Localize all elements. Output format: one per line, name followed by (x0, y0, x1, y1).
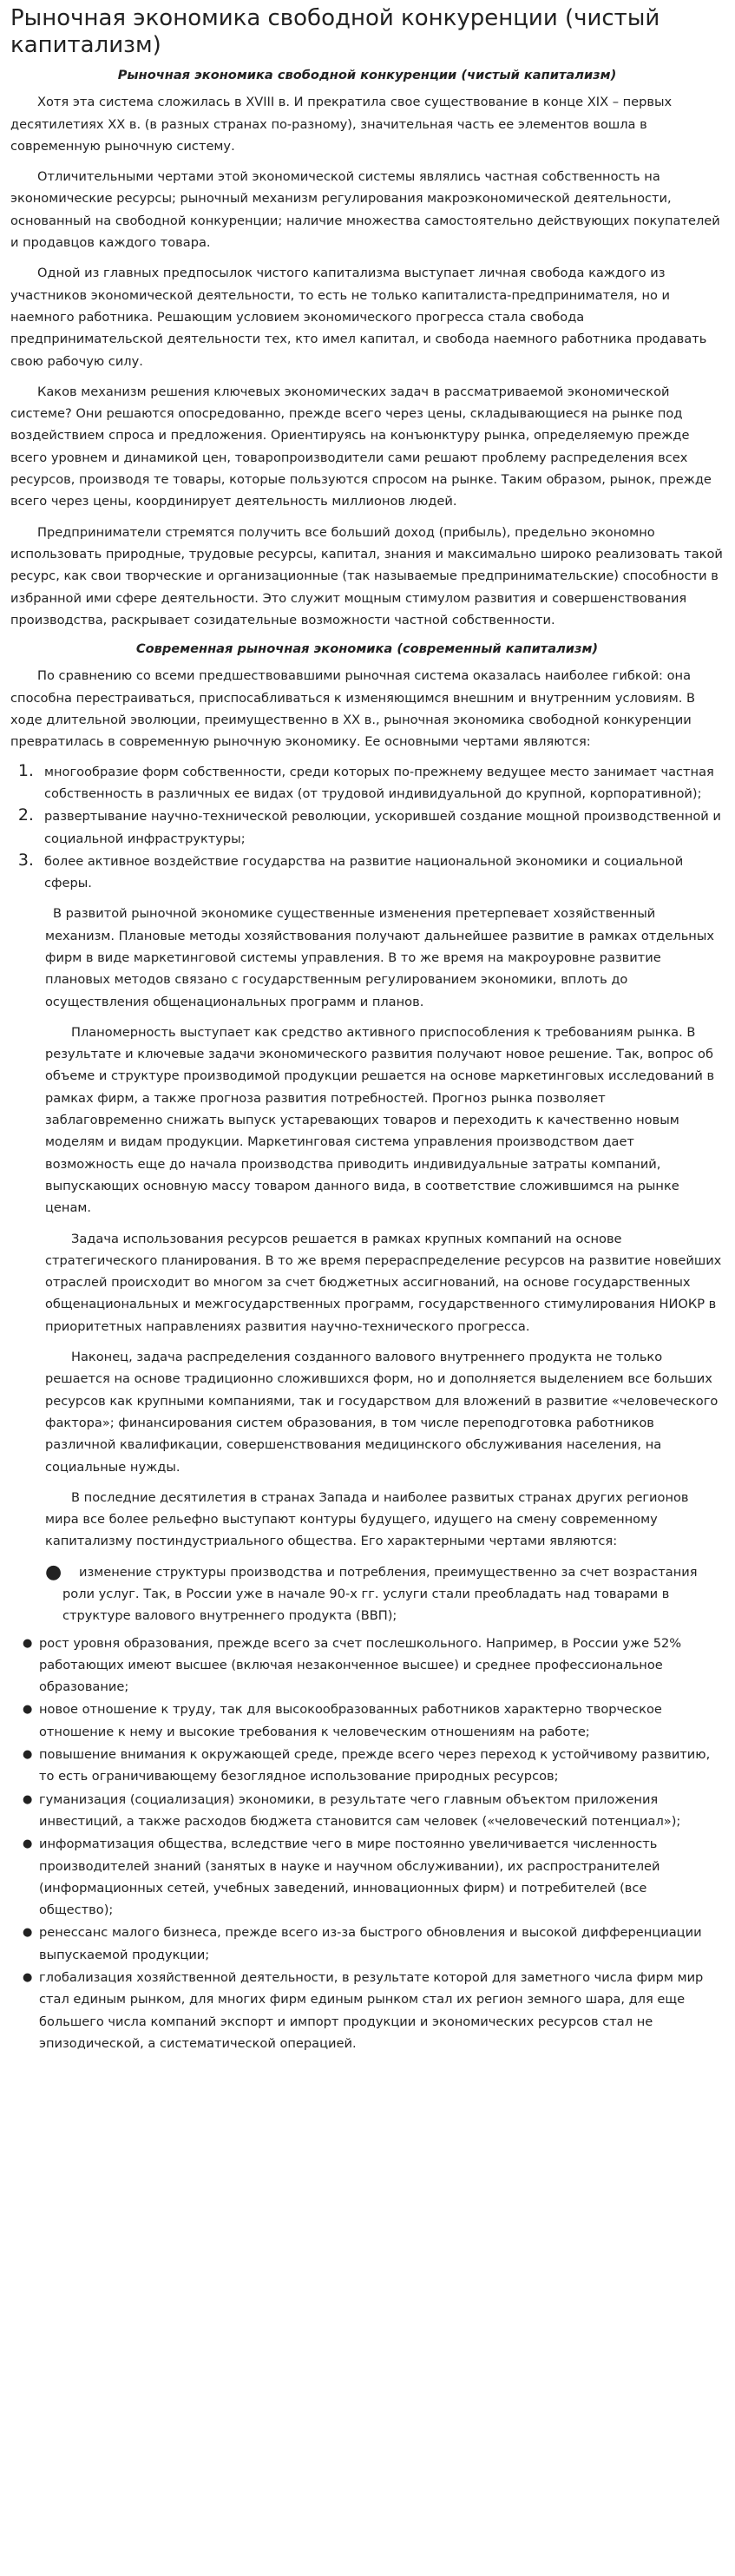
list-item-text: гуманизация (социализация) экономики, в результате чего главным объектом приложения инвестиций, а также расходов бюджета становится сам человек («человеческий потенциал»); (39, 1791, 681, 1829)
paragraph: Наконец, задача распределения созданного валового внутреннего продукта не только решается на основе традиционно сложившихся форм, но и дополняется выделением все больших ресурсов как крупными компаниями, так и государством для вложений в развитие «человеческого фактора»; финансирования систем образования, в том числе переподготовка работников различной квалификации, совершенствования медицинского обслуживания населения, на социальные нужды. (45, 1350, 719, 1475)
list-item (45, 1561, 724, 1627)
bullet-list (10, 1633, 724, 2055)
paragraph: Предприниматели стремятся получить все больший доход (прибыль), предельно экономно использовать природные, трудовые ресурсы, капитал, знания и максимально широко реализовать такой ресурс, как свои творческие и организационные (так называемые предпринимательские) способности в избранной ими сфере деятельности. Это служит мощным стимулом развития и совершенствования производства, раскрывает созидательные возможности частной собственности. (10, 524, 723, 628)
numbered-list (10, 760, 724, 895)
bullet-icon: ● (45, 1561, 62, 1583)
paragraph: Каков механизм решения ключевых экономических задач в рассматриваемой экономической системе? Они решаются опосредованно, прежде всего через цены, складывающиеся на рынке под воздействием спроса и предложения. Ориентируясь на конъюнктуру рынка, определяемую прежде всего уровнем и динамикой цен, товаропроизводители сами решают проблему распределения всех ресурсов, производя те товары, которые пользуются спросом на рынке. Таким образом, рынок, прежде всего через цены, координирует деятельность миллионов людей. (10, 384, 712, 509)
numbered-list-item: 2. развертывание научно-технической революции, ускорившей создание мощной производственной и социальной инфраструктуры; (39, 805, 724, 850)
paragraph: Планомерность выступает как средство активного приспособления к требованиям рынка. В результате и ключевые задачи экономического развития получают новое решение. Так, вопрос об объеме и структуре производимой продукции решается на основе маркетинговых исследований в рамках фирм, а также прогноза развития потребностей. Прогноз рынка позволяет заблаговременно снижать выпуск устаревающих товаров и переходить к качественно новым моделям и видам продукции. Маркетинговая система управления производством дает возможность еще до начала производства приводить индивидуальные затраты компаний, выпускающих основную массу товаром данного вида, в соответствие сложившимся на рынке ценам. (45, 1024, 715, 1216)
list-item-text: рост уровня образования, прежде всего за счет послешкольного. Например, в России уже 52% работающих имеют высшее (включая незаконченное высшее) и среднее профессиональное образование; (39, 1635, 682, 1695)
paragraph: В развитой рыночной экономике существенные изменения претерпевает хозяйственный механизм. Плановые методы хозяйствования получают дальнейшее развитие в рамках отдельных фирм в виде маркетинговой системы управления. В то же время на макроуровне развитие плановых методов связано с государственным регулированием экономики, вплоть до осуществления общенациональных программ и планов. (45, 906, 715, 1009)
section-heading-free-competition: Рыночная экономика свободной конкуренции (чистый капитализм) (117, 68, 617, 82)
list-item (23, 1967, 724, 2054)
list-item-text: ренессанс малого бизнеса, прежде всего из-за быстрого обновления и высокой дифференциации выпускаемой продукции; (39, 1925, 702, 1962)
page-title: Рыночная экономика свободной конкуренции (чистый капитализм) (10, 5, 660, 58)
paragraph: Задача использования ресурсов решается в рамках крупных компаний на основе стратегического планирования. В то же время перераспределение ресурсов на развитие новейших отраслей происходит во многом за счет бюджетных ассигнований, на основе государственных общенациональных и межгосударственных программ, государственного стимулирования НИОКР в приоритетных направлениях развития научно-технического прогресса. (45, 1231, 722, 1334)
paragraph: Отличительными чертами этой экономической системы являлись частная собственность на экономические ресурсы; рыночный механизм регулирования макроэкономической деятельности, основанный на свободной конкуренции; наличие множества самостоятельно действующих покупателей и продавцов каждого товара. (10, 169, 720, 251)
paragraph: В последние десятилетия в странах Запада и наиболее развитых странах других регионов мира все более рельефно выступают контуры будущего, идущего на смену современному капитализму постиндустриального общества. Его характерными чертами являются: (45, 1489, 689, 1549)
list-item-text: изменение структуры производства и потребления, преимущественно за счет возрастания роли услуг. Так, в России уже в начале 90-х гг. услуги стали преобладать над товарами в структуре валового внутреннего продукта (ВВП); (62, 1564, 698, 1624)
bullet-icon: ● (23, 1926, 33, 1940)
list-item (23, 1833, 724, 1921)
bullet-icon: ● (23, 1837, 33, 1851)
list-item-text: повышение внимания к окружающей среде, прежде всего через переход к устойчивому развитию, то есть ограничивающему безоглядное использование природных ресурсов; (39, 1747, 711, 1784)
list-item (23, 1633, 724, 1699)
paragraph: Хотя эта система сложилась в XVIII в. И прекратила свое существование в конце XIX – первых десятилетиях ХХ в. (в разных странах по-разному), значительная часть ее элементов вошла в современную рыночную систему. (10, 95, 673, 154)
list-item-text: новое отношение к труду, так для высокообразованных работников характерно творческое отношение к нему и высокие требования к человеческим отношениям на работе; (39, 1702, 662, 1739)
list-item (23, 1789, 724, 1833)
bullet-icon: ● (23, 1636, 33, 1650)
list-item-text: глобализация хозяйственной деятельности, в результате которой для заметного числа фирм мир стал единым рынком, для многих фирм единым рынком стал их регион земного шара, для еще большего числа компаний экспорт и импорт продукции и экономических ресурсов стал не эпизодической, а систематической операцией. (39, 1970, 704, 2051)
numbered-list-item: 1. многообразие форм собственности, среди которых по-прежнему ведущее место занимает частная собственность в различных ее видах (от трудовой индивидуальной до крупной, корпоративной); (39, 760, 724, 805)
list-item (23, 1744, 724, 1788)
list-item-text: информатизация общества, вследствие чего в мире постоянно увеличивается численность производителей знаний (занятых в науке и научном обслуживании), их распространителей (информационных сетей, учебных заведений, инновационных фирм) и потребителей (все общество); (39, 1837, 660, 1918)
paragraph: Одной из главных предпосылок чистого капитализма выступает личная свобода каждого из участников экономической деятельности, то есть не только капиталиста-предпринимателя, но и наемного работника. Решающим условием экономического прогресса стала свобода предпринимательской деятельности тех, кто имел капитал, и свобода наемного работника продавать свою рабочую силу. (10, 266, 707, 369)
paragraph-intro: По сравнению со всеми предшествовавшими рыночная система оказалась наиболее гибкой: она способна перестраиваться, приспосабливаться к изменяющимся внешним и внутренним условиям. В ходе длительной эволюции, преимущественно в ХХ в., рыночная экономика свободной конкуренции превратилась в современную рыночную экономику. Ее основными чертами являются: (10, 668, 695, 750)
numbered-list-item: 3. более активное воздействие государства на развитие национальной экономики и социальной сферы. (39, 850, 724, 895)
list-item (23, 1922, 724, 1966)
list-item (23, 1699, 724, 1743)
indented-block (10, 903, 724, 1626)
bullet-icon: ● (23, 1792, 33, 1806)
bullet-icon: ● (23, 1971, 33, 1985)
bullet-icon: ● (23, 1748, 33, 1762)
bullet-icon: ● (23, 1703, 33, 1717)
section-heading-modern-capitalism: Современная рыночная экономика (современный капитализм) (135, 641, 599, 657)
